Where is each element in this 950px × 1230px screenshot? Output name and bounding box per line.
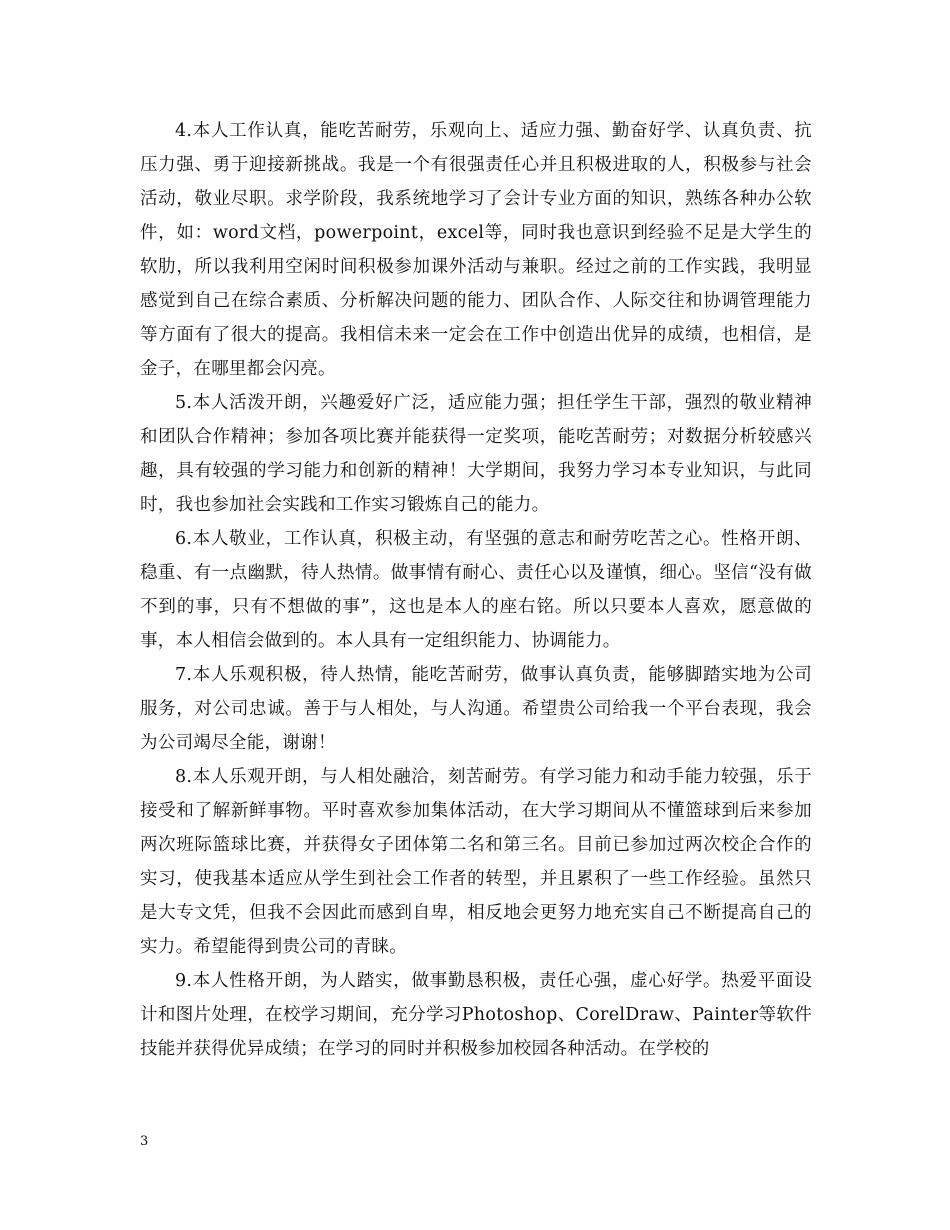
paragraph-5: 5.本人活泼开朗，兴趣爱好广泛，适应能力强；担任学生干部，强烈的敬业精神和团队合作精神；参加各项比赛并能获得一定奖项，能吃苦耐劳；对数据分析较感兴趣，具有较强的学习能力和创新的精神！大学期间，我努力学习本专业知识，与此同时，我也参加社会实践和工作实习锻炼自己的能力。 [140,393,812,515]
paragraph-7: 7.本人乐观积极，待人热情，能吃苦耐劳，做事认真负责，能够脚踏实地为公司服务，对公司忠诚。善于与人相处，与人沟通。希望贵公司给我一个平台表现，我会为公司竭尽全能，谢谢！ [140,665,812,753]
paragraph-8: 8.本人乐观开朗，与人相处融洽，刻苦耐劳。有学习能力和动手能力较强，乐于接受和了解新鲜事物。平时喜欢参加集体活动，在大学习期间从不懂篮球到后来参加两次班际篮球比赛，并获得女子团体第二名和第三名。目前已参加过两次校企合作的实习，使我基本适应从学生到社会工作者的转型，并且累积了一些工作经验。虽然只是大专文凭，但我不会因此而感到自卑，相反地会更努力地充实自己不断提高自己的实力。希望能得到贵公司的青睐。 [140,767,812,957]
paragraph-9: 9.本人性格开朗，为人踏实，做事勤恳积极，责任心强，虚心好学。热爱平面设计和图片处理，在校学习期间，充分学习Photoshop、CorelDraw、Painter等软件技能并获得优异成绩；在学习的同时并积极参加校园各种活动。在学校的 [140,971,812,1059]
document-body [140,114,812,1066]
paragraph-6: 6.本人敬业，工作认真，积极主动，有坚强的意志和耐劳吃苦之心。性格开朗、稳重、有一点幽默，待人热情。做事情有耐心、责任心以及谨慎，细心。坚信“没有做不到的事，只有不想做的事”，这也是本人的座右铭。所以只要本人喜欢，愿意做的事，本人相信会做到的。本人具有一定组织能力、协调能力。 [140,529,812,651]
paragraph-4: 4.本人工作认真，能吃苦耐劳，乐观向上、适应力强、勤奋好学、认真负责、抗压力强、勇于迎接新挑战。我是一个有很强责任心并且积极进取的人，积极参与社会活动，敬业尽职。求学阶段，我系统地学习了会计专业方面的知识，熟练各种办公软件，如：word文档，powerpoint，excel等，同时我也意识到经验不足是大学生的软肋，所以我利用空闲时间积极参加课外活动与兼职。经过之前的工作实践，我明显感觉到自己在综合素质、分析解决问题的能力、团队合作、人际交往和协调管理能力等方面有了很大的提高。我相信未来一定会在工作中创造出优异的成绩，也相信，是金子，在哪里都会闪亮。 [140,121,812,379]
page-number: 3 [140,1134,149,1149]
